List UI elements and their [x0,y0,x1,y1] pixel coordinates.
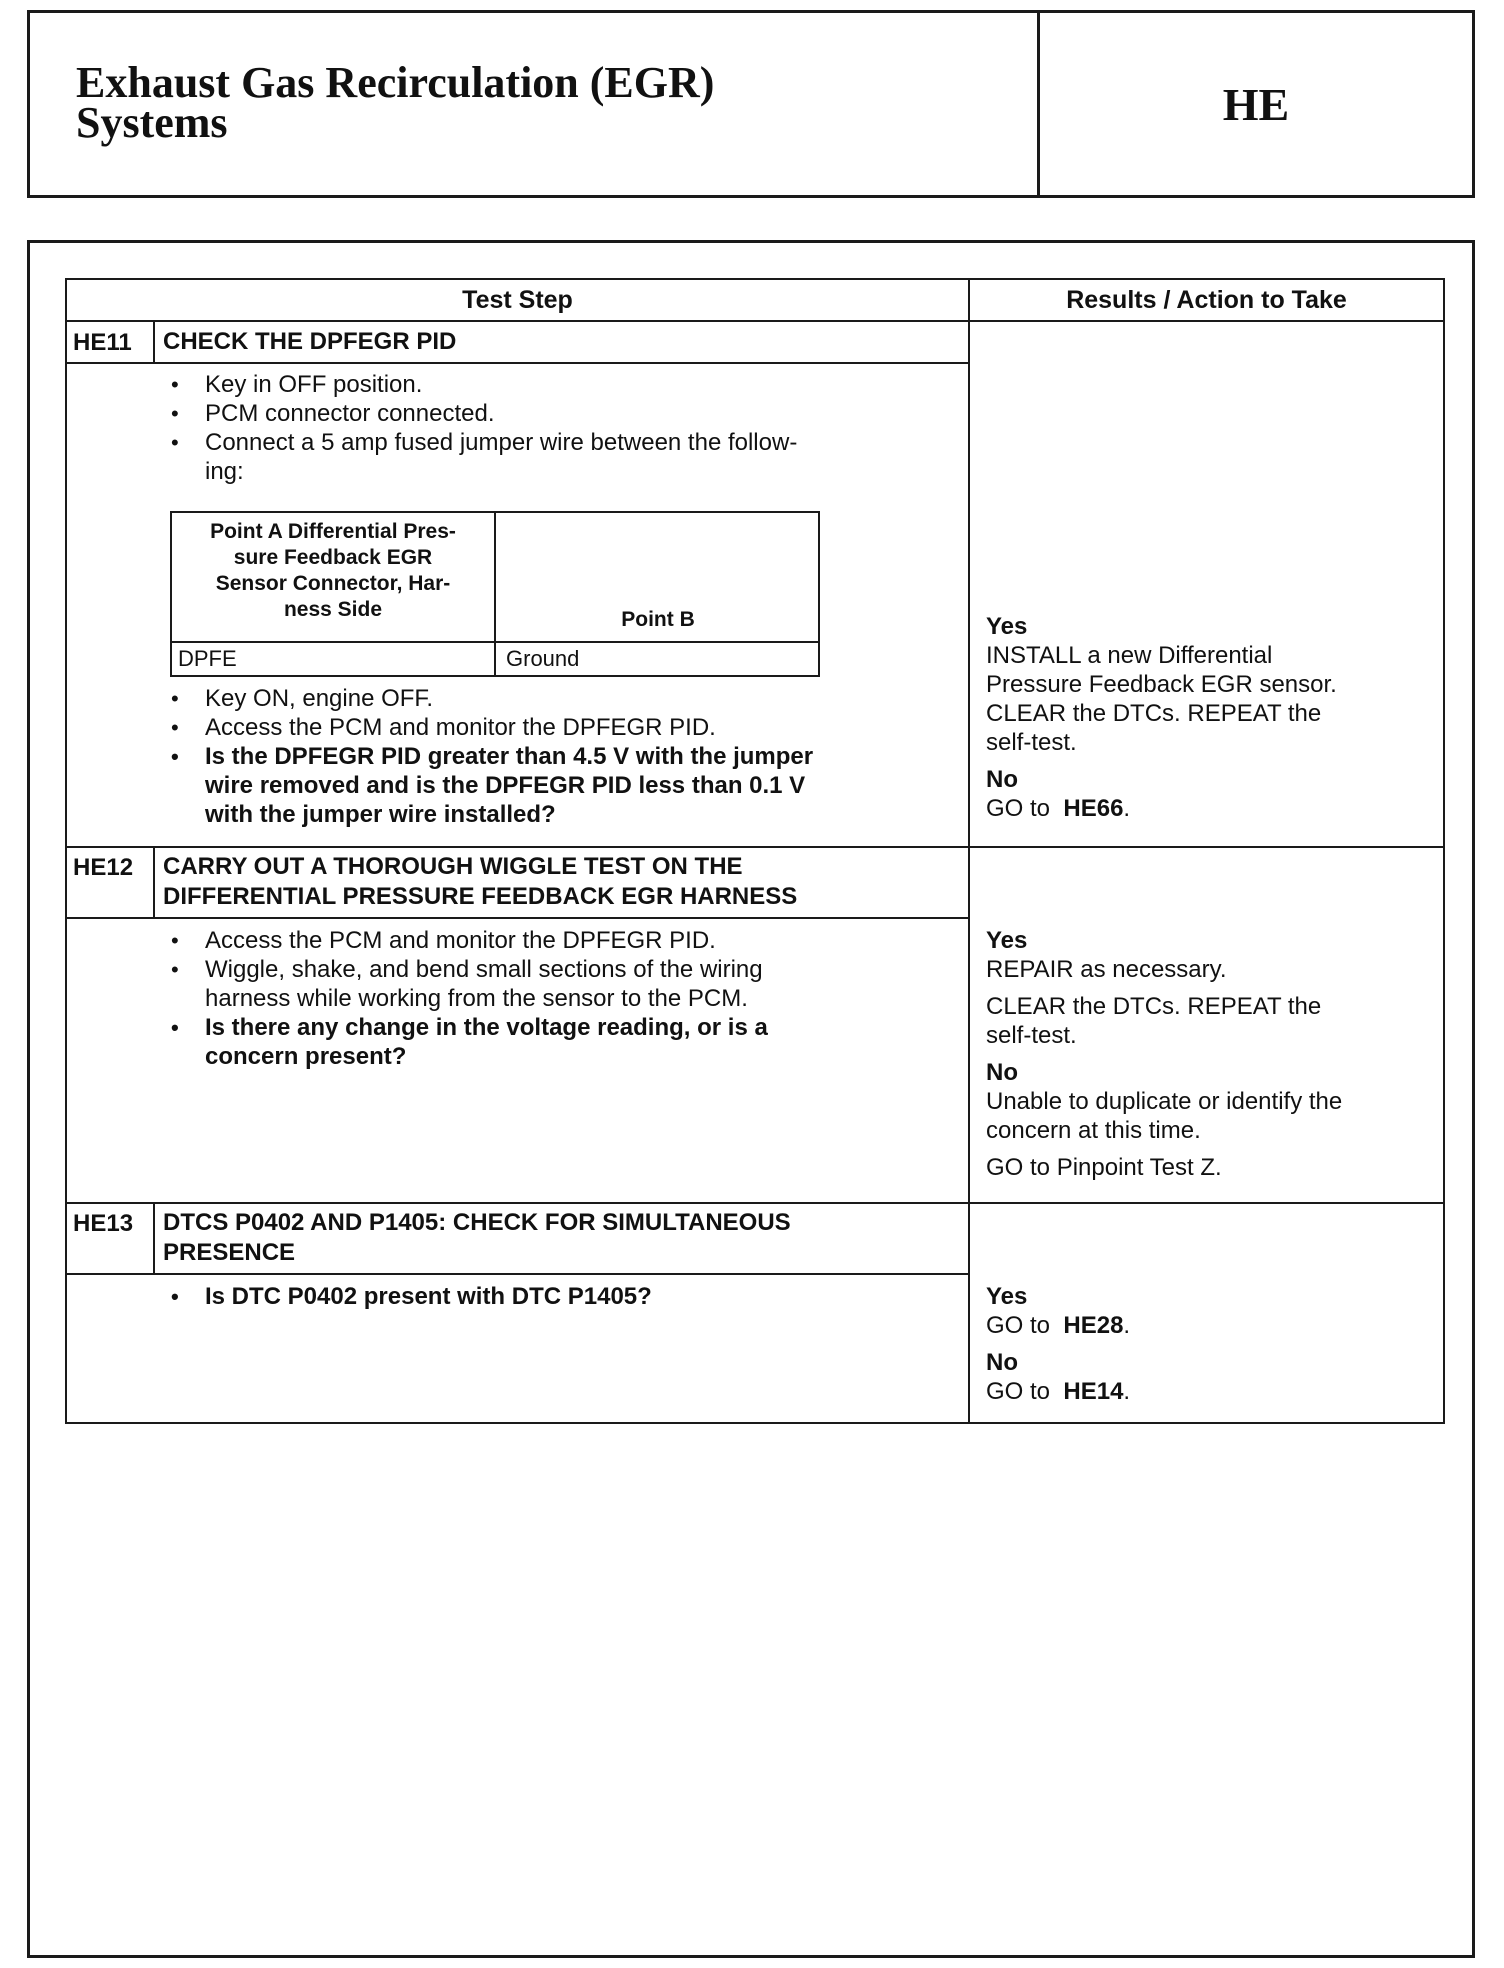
point-a-header-line: Sensor Connector, Har- [215,572,451,595]
point-a-value: DPFE [172,643,496,675]
step-question [157,742,997,829]
step-reference-link[interactable]: HE66 [1063,795,1124,822]
point-a-header-line: Point A Differential Pres- [210,520,456,543]
point-a-header-line: ness Side [283,598,383,621]
no-action-line: GO to Pinpoint Test Z. [986,1154,1222,1181]
step-reference-link[interactable]: HE14 [1063,1378,1124,1405]
question-line: Is the DPFEGR PID greater than 4.5 V with the jumper [205,743,814,770]
instruction-line: Wiggle, shake, and bend small sections of the wiring [205,956,763,983]
no-action [986,794,1436,823]
no-label: No [986,766,1018,793]
yes-action-line: self-test. [986,1022,1077,1049]
step-instructions [157,684,997,829]
instruction-line: harness while working from the sensor to the PCM. [205,985,748,1012]
step-title [163,1208,973,1268]
step-id-divider [153,848,155,918]
step-instructions [157,926,997,1071]
yes-label: Yes [986,1283,1028,1310]
yes-label: Yes [986,613,1028,640]
step-title-underline [67,1273,968,1275]
instruction-item: • PCM connector connected. [157,399,997,428]
instruction-line: Connect a 5 amp fused jumper wire between the follow- [205,429,798,456]
step-title [163,852,973,912]
page-header [27,10,1475,198]
no-action-prefix: GO to [986,1378,1051,1405]
column-header-test-step: Test Step [462,285,573,314]
point-a-header [172,513,496,641]
step-instructions [157,1282,997,1311]
page-title-line-2: Systems [76,98,228,147]
point-b-header: Point B [621,608,695,631]
instruction-item [157,955,997,1013]
no-action-prefix: GO to [986,795,1051,822]
step-title-line: DIFFERENTIAL PRESSURE FEEDBACK EGR HARNESS [163,883,798,910]
step-title-line: PRESENCE [163,1239,296,1266]
step-question [157,1013,997,1071]
step-reference-link[interactable]: HE28 [1063,1312,1124,1339]
point-a-header-line: sure Feedback EGR [233,546,433,569]
yes-action-line: Pressure Feedback EGR sensor. [986,671,1337,698]
step-title-line: CARRY OUT A THOROUGH WIGGLE TEST ON THE [163,853,743,880]
step-instructions [157,370,997,486]
yes-action [986,1311,1436,1340]
yes-action-line: INSTALL a new Differential [986,642,1273,669]
question-line: with the jumper wire installed? [205,801,556,828]
step-result [986,926,1436,1182]
point-b-value: Ground [506,646,580,671]
no-action-line: concern at this time. [986,1117,1201,1144]
step-id: HE12 [73,854,134,881]
instruction-item: • Access the PCM and monitor the DPFEGR PID. [157,926,997,955]
instruction-item [157,428,997,486]
no-action-suffix: . [1123,795,1131,822]
step-title-underline [67,917,968,919]
no-label: No [986,1349,1018,1376]
yes-action-line: self-test. [986,729,1077,756]
question-line: Is there any change in the voltage reading, or is a [205,1014,768,1041]
section-code: HE [1222,78,1290,130]
step-title: CHECK THE DPFEGR PID [163,328,457,355]
yes-action-line: CLEAR the DTCs. REPEAT the [986,993,1322,1020]
page-title-line-1: Exhaust Gas Recirculation (EGR) [76,58,715,107]
instruction-item: • Key in OFF position. [157,370,997,399]
step-title-underline [67,362,968,364]
step-result [986,612,1436,823]
row-divider [67,846,1443,848]
step-title-line: DTCS P0402 AND P1405: CHECK FOR SIMULTANEOUS [163,1209,791,1236]
column-header-results: Results / Action to Take [1066,285,1347,314]
no-action [986,1377,1436,1406]
no-label: No [986,1059,1018,1086]
page-title [30,13,1040,195]
instruction-line: ing: [205,458,244,485]
step-id-divider [153,322,155,363]
question-line: concern present? [205,1043,407,1070]
question-line: wire removed and is the DPFEGR PID less than 0.1 V [205,772,806,799]
no-action-line: Unable to duplicate or identify the [986,1088,1343,1115]
yes-action-prefix: GO to [986,1312,1051,1339]
instruction-item: • Access the PCM and monitor the DPFEGR PID. [157,713,997,742]
step-result [986,1282,1436,1406]
row-divider [67,1202,1443,1204]
step-id: HE13 [73,1210,134,1237]
yes-action-suffix: . [1123,1312,1131,1339]
yes-action-line: REPAIR as necessary. [986,956,1227,983]
step-question: • Is DTC P0402 present with DTC P1405? [157,1282,997,1311]
step-id-divider [153,1204,155,1274]
yes-action-line: CLEAR the DTCs. REPEAT the [986,700,1322,727]
no-action-suffix: . [1123,1378,1131,1405]
jumper-connection-table [170,511,820,677]
step-id: HE11 [73,329,132,356]
header-row-divider [67,320,1443,322]
test-step-table [65,278,1445,1424]
instruction-item: • Key ON, engine OFF. [157,684,997,713]
yes-label: Yes [986,927,1028,954]
